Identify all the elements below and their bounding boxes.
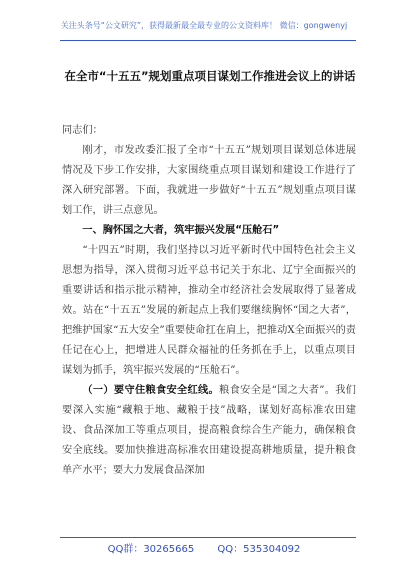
footer-qq-group: QQ群：30265665 (107, 544, 195, 555)
subsection-1-heading: （一）要守住粮食安全红线。 (82, 385, 220, 396)
subsection-1-text: 粮食安全是“国之大者”。我们要深入实施“藏粮于地、藏粮于技”战略，谋划好高标准农田建设、食品深加工等重点项目，提高粮食综合生产能力，确保粮食安全底线。要加快推进高标准农田建设提高耕地质量，提升粮食单产水平；要大力发展食品深加 (62, 385, 356, 476)
intro-paragraph: 刚才，市发改委汇报了全市“十五五”规划项目谋划总体进展情况及下步工作安排，大家围绕重点项目谋划和建设工作进行了深入研究部署。下面，我就进一步做好“十五五”规划重点项目谋划工作，讲三点意见。 (62, 145, 356, 216)
footer (0, 540, 408, 555)
document-body (62, 121, 356, 481)
footer-divider (60, 537, 356, 538)
section-1-heading: 一、胸怀国之大者，筑牢振兴发展“压舱石” (82, 225, 280, 236)
document-title: 在全市“十五五”规划重点项目谋划工作推进会议上的讲话 (64, 69, 356, 83)
subsection-1-paragraph (62, 381, 356, 481)
header-divider (60, 40, 356, 41)
promo-banner: 关注头条号“公文研究”，获得最新最全最专业的公文资料库！ 微信：gongwenyj (60, 21, 348, 30)
footer-qq: QQ：535304092 (217, 544, 301, 555)
section-1-paragraph: “十四五”时期，我们坚持以习近平新时代中国特色社会主义思想为指导，深入贯彻习近平总书记关于东北、辽宁全面振兴的重要讲话和指示批示精神，推动全市经济社会发展取得了显著成效。站在“十五五”发展的新起点上我们要继续胸怀“国之大者”，把维护国家“五大安全”重要使命扛在肩上，把推动X全面振兴的责任记在心上，把增进人民群众福祉的任务抓在手上，以重点项目谋划为抓手，筑牢振兴发展的“压舱石”。 (62, 245, 356, 376)
salutation: 同志们： (62, 125, 103, 136)
